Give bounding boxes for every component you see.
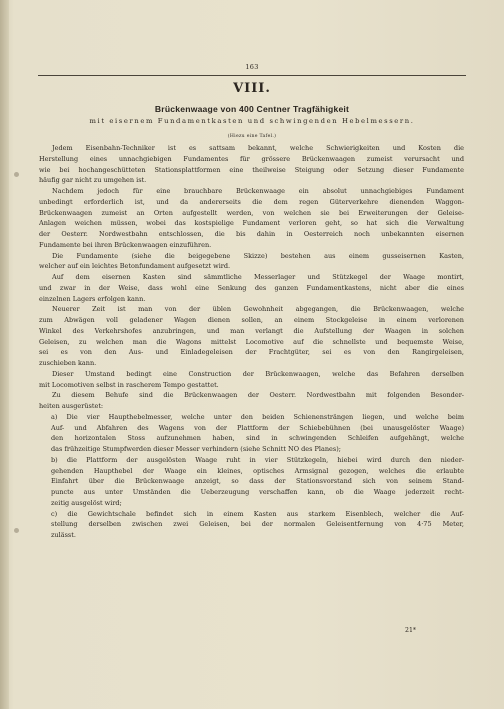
text-line: heiten ausgerüstet: <box>39 402 104 410</box>
text-line: häufig gar nicht zu umgehen ist. <box>39 176 147 185</box>
body-text <box>39 143 464 541</box>
text-line: das frühzeitige Stumpfwerden dieser Messer verhindern (siehe Schnitt NO des Planes); <box>51 445 341 453</box>
header-rule <box>38 75 466 76</box>
article-title: Brückenwaage von 400 Centner Tragfähigkeit <box>154 104 350 114</box>
text-line: einzelnen Lagers erfolgen kann. <box>39 294 146 303</box>
text-line: Brückenwaagen zumeist an Orten aufgestellt werden, von welchen sie bei Erweiterungen der Geleise- <box>39 208 464 217</box>
text-line: Herstellung eines unnachgiebigen Fundamentes für grössere Brückenwaagen zumeist verursacht und <box>39 154 464 163</box>
text-line: wie bei hochangeschütteten Stationsplattformen eine theilweise Steigung oder Setzung dieser Fundamente <box>39 165 464 174</box>
text-line: zeitig ausgelöst wird; <box>51 498 122 507</box>
text-line: unbedingt erforderlich ist, und da andererseits die dem regen Güterverkehre dienenden Waggon- <box>39 197 464 206</box>
text-line: mit Locomotiven selbst in rascherem Tempo gestattet. <box>39 380 219 389</box>
text-line: stellung derselben zwischen zwei Geleisen, bei der normalen Geleisentfernung von 4·75 Meter, <box>51 520 464 529</box>
text-line: Zu diesem Behufe sind die Brückenwaagen der Oesterr. Nordwestbahn mit folgenden Besonder- <box>52 391 464 400</box>
text-line: Fundamente bei ihren Brückenwaagen einzuführen. <box>39 240 212 249</box>
binding-hole <box>14 528 19 533</box>
text-line: Auf- und Abfahren des Wagens von der Plattform der Schiebebühnen (bei unausgelöster Waage) <box>51 423 464 432</box>
text-line: puncte aus unter Umständen die Ueberzeugung verschaffen kann, ob die Waage jederzeit recht- <box>51 488 464 496</box>
text-line: sei es von den Aus- und Einladegeleisen der Frachtgüter, sei es von den Rangirgeleisen, <box>39 348 464 357</box>
text-line: der Oesterr. Nordwestbahn entschlossen, die bis dahin in Oesterreich noch unbekannten eisernen <box>39 230 464 238</box>
text-line: Auf dem eisernen Kasten sind sämmtliche Messerlager und Stützkegel der Waage montirt, <box>52 273 464 281</box>
article-subtitle: mit eisernem Fundamentkasten und schwingenden Hebelmessern. <box>89 117 415 125</box>
text-line: Jedem Eisenbahn-Techniker ist es sattsam bekannt, welche Schwierigkeiten und Kosten die <box>52 144 464 152</box>
text-line: Geleisen, zu welchen man die Wagons mittelst Locomotive auf die schnellste und bequemste Weise, <box>39 337 464 346</box>
text-line: Einfahrt über die Brückenwaage anzeigt, so dass der Stationsvorstand sich von seinem Stand- <box>51 477 464 486</box>
text-line: zulässt. <box>51 531 76 539</box>
text-line: Anlagen weichen müssen, wobei das kostspielige Fundament verloren geht, so hat sich die Verwaltung <box>39 219 464 228</box>
plate-note: (Hiezu eine Tafel.) <box>227 134 277 139</box>
text-line: Dieser Umstand bedingt eine Construction der Brückenwaagen, welche das Befahren derselben <box>52 369 464 378</box>
text-line: den horizontalen Stoss aufzunehmen haben, sind in schwingenden Schleifen aufgehängt, welche <box>51 434 464 443</box>
text-line: Nachdem jedoch für eine brauchbare Brückenwaage ein absolut unnachgiebiges Fundament <box>52 187 464 195</box>
text-line: zum Abwägen voll geladener Wagen dienen sollen, an einem Stockgeleise in einem verlorenen <box>39 316 464 324</box>
text-line: Neuerer Zeit ist man von der üblen Gewohnheit abgegangen, die Brückenwaagen, welche <box>52 305 464 314</box>
text-line: b) die Plattform der ausgelösten Waage ruht in vier Stützkegeln, hiebei wird durch den nieder- <box>51 455 464 464</box>
binding-hole <box>14 172 19 177</box>
text-line: und zwar in der Weise, dass wohl eine Senkung des ganzen Fundamentkastens, nicht aber die eines <box>39 283 464 292</box>
page-number: 163 <box>245 63 259 71</box>
text-line: Winkel des Verkehrshofes anzubringen, und man verlangt die Aufstellung der Waagen in solchen <box>39 326 464 335</box>
text-line: zuschieben kann. <box>39 359 97 367</box>
text-line: gehenden Haupthebel der Waage ein kleines, optisches Armsignal gezogen, welches die erlaubte <box>51 466 464 475</box>
text-line: c) die Gewichtschale befindet sich in einem Kasten aus starkem Eisenblech, welcher die Auf- <box>51 509 464 518</box>
text-line: Die Fundamente (siehe die beigegebene Skizze) bestehen aus einem gusseisernen Kasten, <box>52 251 464 260</box>
section-numeral: VIII. <box>233 81 271 96</box>
text-line: welcher auf ein leichtes Betonfundament aufgesetzt wird. <box>39 262 231 271</box>
text-line: a) Die vier Haupthebelmesser, welche unter den beiden Schienensträngen liegen, und welche beim <box>51 412 464 421</box>
signature-mark: 21* <box>405 627 416 634</box>
